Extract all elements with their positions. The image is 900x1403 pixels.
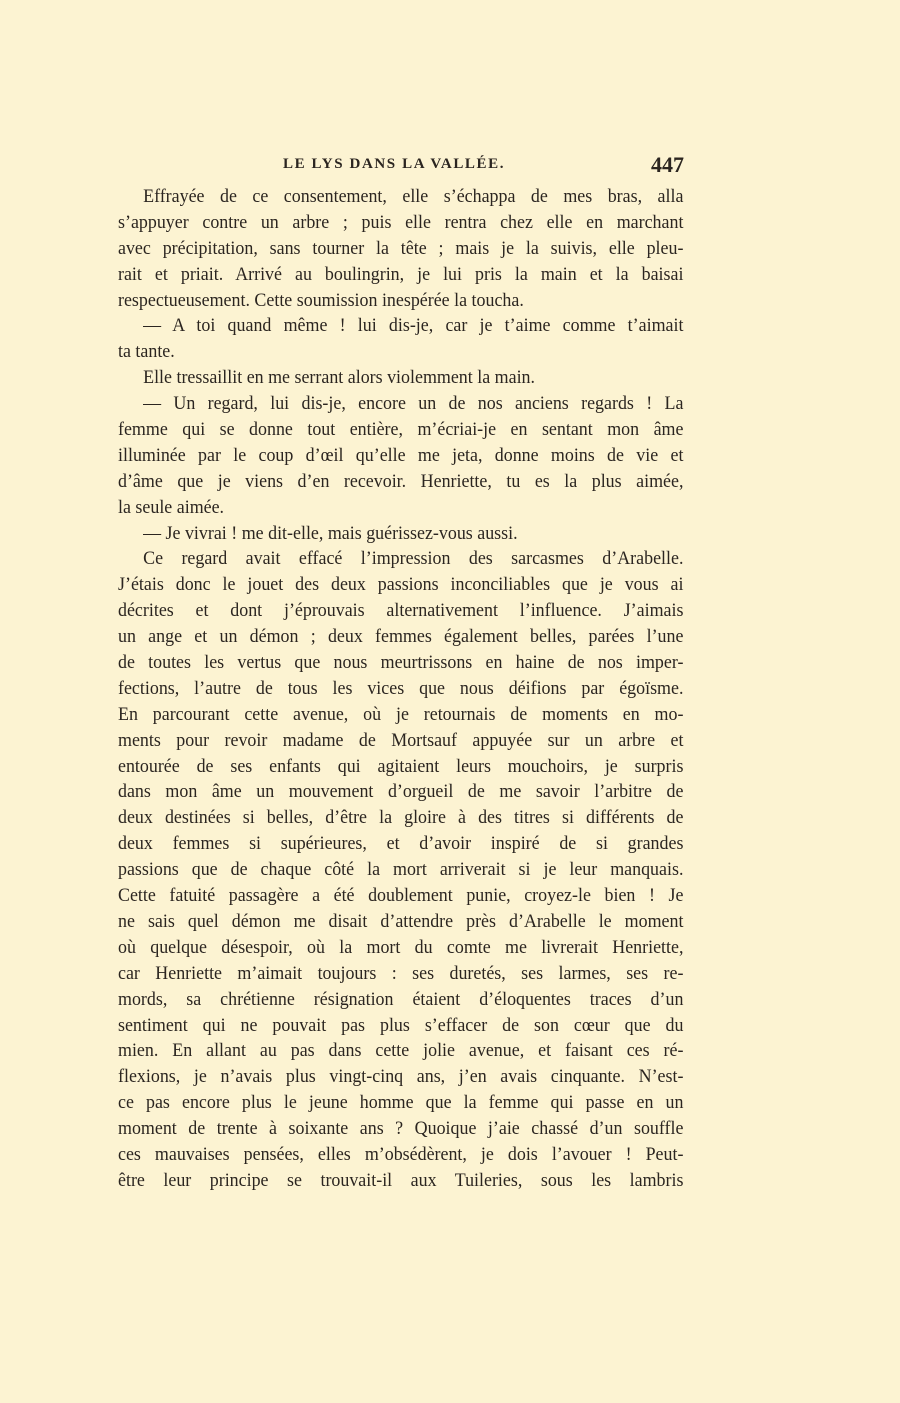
text-line: la seule aimée. [118, 496, 225, 518]
text-line: Elle tressaillit en me serrant alors violemment la main. [143, 367, 536, 389]
text-line: être leur principe se trouvait-il aux Tuileries, sous les lambris [118, 1169, 684, 1191]
text-line: mords, sa chrétienne résignation étaient d’éloquentes traces d’un [118, 988, 684, 1010]
text-line: avec précipitation, sans tourner la tête ; mais je la suivis, elle pleu- [118, 237, 684, 259]
text-line: ces mauvaises pensées, elles m’obsédèrent, je dois l’avouer ! Peut- [118, 1143, 684, 1165]
text-line: d’âme que je viens d’en recevoir. Henriette, tu es la plus aimée, [118, 470, 684, 492]
text-line: sentiment qui ne pouvait pas plus s’effacer de son cœur que du [118, 1014, 684, 1036]
text-line: En parcourant cette avenue, où je retournais de moments en mo- [118, 703, 684, 725]
text-line: moment de trente à soixante ans ? Quoique j’aie chassé d’un souffle [118, 1118, 684, 1140]
running-title: LE LYS DANS LA VALLÉE. [283, 156, 506, 172]
text-line: car Henriette m’aimait toujours : ses duretés, ses larmes, ses re- [118, 962, 684, 984]
body-text [118, 184, 684, 1194]
text-line: passions que de chaque côté la mort arriverait si je leur manquais. [118, 859, 684, 881]
text-line: rait et priait. Arrivé au boulingrin, je lui pris la main et la baisai [118, 263, 684, 285]
text-line: — Un regard, lui dis-je, encore un de nos anciens regards ! La [143, 393, 684, 415]
text-line: s’appuyer contre un arbre ; puis elle rentra chez elle en marchant [118, 211, 684, 233]
text-line: Cette fatuité passagère a été doublement punie, croyez-le bien ! Je [118, 885, 684, 907]
text-line: décrites et dont j’éprouvais alternativement l’influence. J’aimais [118, 600, 684, 622]
page-number: 447 [651, 152, 684, 177]
text-line: — Je vivrai ! me dit-elle, mais guérissez-vous aussi. [143, 522, 518, 544]
text-line: ta tante. [118, 341, 175, 363]
text-line: Effrayée de ce consentement, elle s’échappa de mes bras, alla [143, 186, 684, 207]
text-line: flexions, je n’avais plus vingt-cinq ans, j’en avais cinquante. N’est- [118, 1066, 684, 1088]
text-line: mien. En allant au pas dans cette jolie avenue, et faisant ces ré- [118, 1040, 684, 1062]
text-line: — A toi quand même ! lui dis-je, car je t’aime comme t’aimait [143, 315, 684, 337]
text-line: ne sais quel démon me disait d’attendre près d’Arabelle le moment [118, 910, 684, 932]
text-line: ce pas encore plus le jeune homme que la femme qui passe en un [118, 1092, 684, 1114]
text-line: illuminée par le coup d’œil qu’elle me jeta, donne moins de vie et [118, 444, 684, 466]
text-line: fections, l’autre de tous les vices que nous déifions par égoïsme. [118, 677, 684, 699]
text-line: Ce regard avait effacé l’impression des sarcasmes d’Arabelle. [143, 548, 684, 570]
text-line: de toutes les vertus que nous meurtrissons en haine de nos imper- [118, 652, 684, 674]
page-header [118, 152, 684, 180]
text-line: deux femmes si supérieures, et d’avoir inspiré de si grandes [118, 833, 684, 855]
text-line: entourée de ses enfants qui agitaient leurs mouchoirs, je surpris [118, 755, 684, 777]
text-line: où quelque désespoir, où la mort du comte me livrerait Henriette, [118, 936, 684, 958]
text-line: ments pour revoir madame de Mortsauf appuyée sur un arbre et [118, 729, 684, 751]
text-line: femme qui se donne tout entière, m’écriai-je en sentant mon âme [118, 419, 684, 441]
text-line: J’étais donc le jouet des deux passions inconciliables que je vous ai [118, 574, 684, 596]
text-line: deux destinées si belles, d’être la gloire à des titres si différents de [118, 807, 684, 829]
text-line: dans mon âme un mouvement d’orgueil de me savoir l’arbitre de [118, 781, 684, 803]
text-line: un ange et un démon ; deux femmes également belles, parées l’une [118, 626, 684, 648]
text-line: respectueusement. Cette soumission inespérée la toucha. [118, 289, 524, 311]
